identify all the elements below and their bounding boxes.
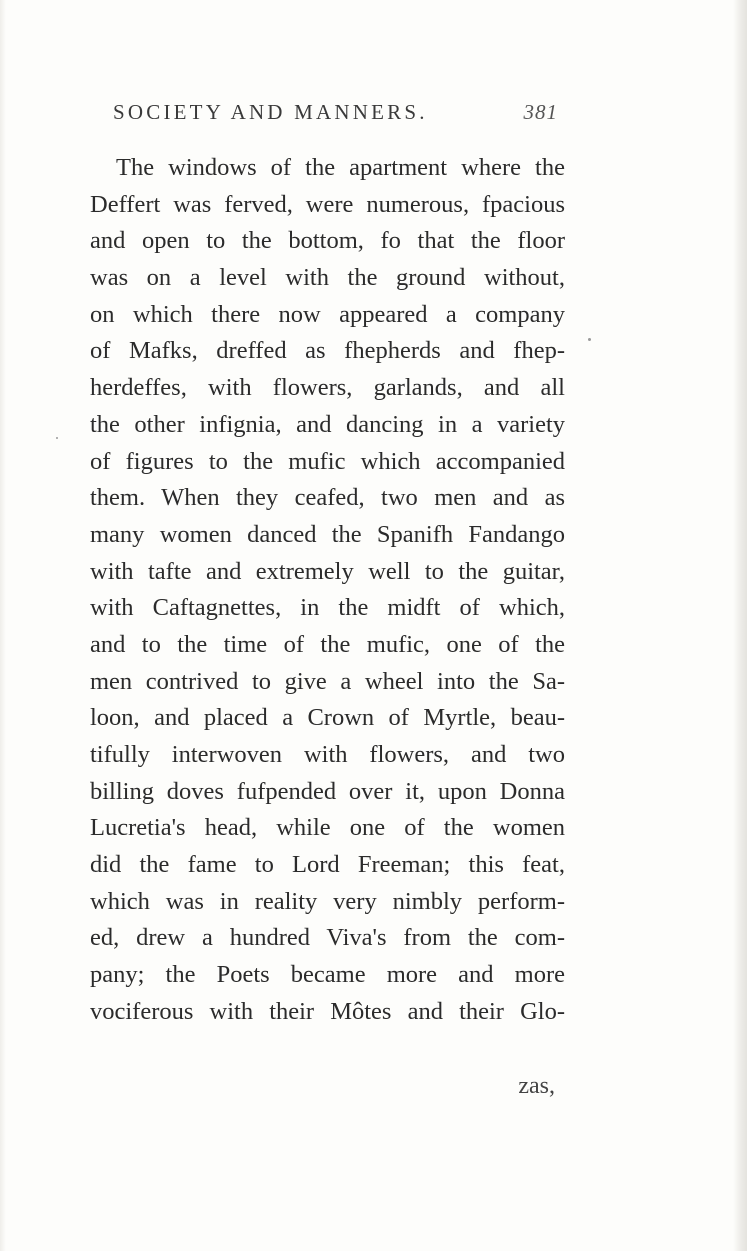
text-line: which was in reality very nimbly perform- [90, 887, 565, 915]
text-line: loon, and placed a Crown of Myrtle, beau- [90, 704, 565, 732]
text-line: the other infignia, and dancing in a variety [90, 410, 565, 438]
text-line: many women danced the Spanifh Fandango [90, 520, 565, 548]
text-line: The windows of the apartment where the [116, 154, 565, 181]
text-line: Lucretia's head, while one of the women [90, 814, 565, 842]
text-line: them. When they ceafed, two men and as [90, 484, 565, 512]
text-line: vociferous with their Môtes and their Glo- [90, 997, 565, 1025]
text-line: on which there now appeared a company [90, 300, 565, 328]
text-line: herdeffes, with flowers, garlands, and all [90, 374, 565, 402]
text-line: with Caftagnettes, in the midft of which, [90, 594, 565, 622]
text-line: tifully interwoven with flowers, and two [90, 741, 565, 768]
text-line: of figures to the mufic which accompanied [90, 447, 565, 475]
page-right-edge [733, 0, 747, 1251]
text-line: did the fame to Lord Freeman; this feat, [90, 851, 565, 879]
running-head [113, 100, 558, 132]
page-left-edge [0, 0, 6, 1251]
ink-speck [588, 338, 591, 341]
text-line: was on a level with the ground without, [90, 264, 565, 292]
text-line: with tafte and extremely well to the guitar, [90, 557, 565, 585]
body-text [90, 150, 565, 1031]
page-number: 381 [523, 100, 558, 124]
catchword: zas, [518, 1073, 555, 1099]
text-line: men contrived to give a wheel into the Sa- [90, 667, 565, 695]
text-line: and open to the bottom, fo that the floor [90, 227, 565, 255]
text-line: Deffert was ferved, were numerous, fpacious [90, 190, 565, 218]
text-line: billing doves fufpended over it, upon Donna [90, 777, 565, 805]
ink-speck [56, 437, 58, 439]
text-line: pany; the Poets became more and more [90, 961, 565, 989]
text-line: of Mafks, dreffed as fhepherds and fhep- [90, 337, 565, 365]
text-line: and to the time of the mufic, one of the [90, 630, 565, 658]
text-line: ed, drew a hundred Viva's from the com- [90, 924, 565, 952]
running-head-title: SOCIETY AND MANNERS. [113, 100, 428, 124]
